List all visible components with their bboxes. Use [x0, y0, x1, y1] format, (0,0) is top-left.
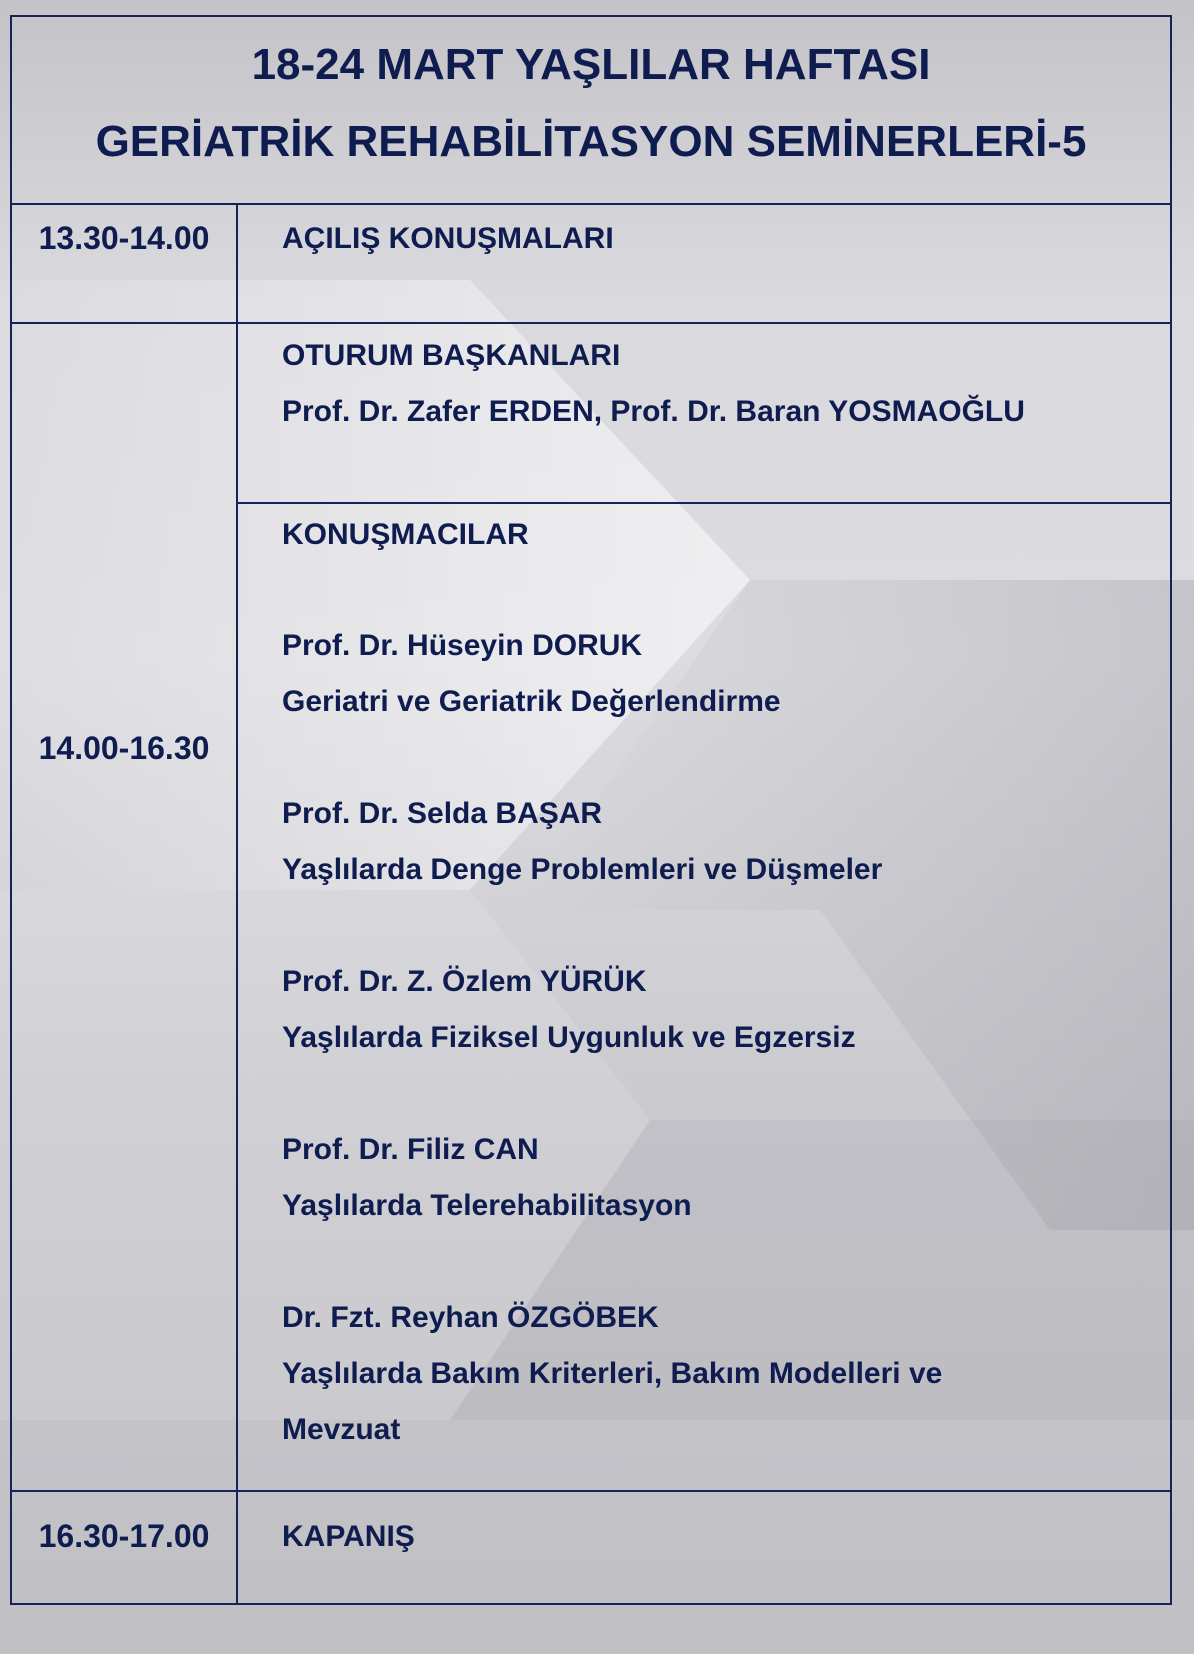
speaker-name: Prof. Dr. Hüseyin DORUK — [282, 629, 643, 662]
opening-label: AÇILIŞ KONUŞMALARI — [282, 222, 614, 255]
speakers-heading: KONUŞMACILAR — [282, 518, 529, 551]
row-divider-opening — [12, 322, 1170, 324]
speaker-topic: Yaşlılarda Telerehabilitasyon — [282, 1189, 692, 1222]
speaker-topic: Yaşlılarda Fiziksel Uygunluk ve Egzersiz — [282, 1021, 856, 1054]
chairs-heading: OTURUM BAŞKANLARI — [282, 339, 621, 372]
header-title-line2: GERİATRİK REHABİLİTASYON SEMİNERLERİ-5 — [95, 117, 1087, 166]
opening-time: 13.30-14.00 — [38, 220, 210, 256]
speaker-name: Prof. Dr. Filiz CAN — [282, 1133, 539, 1166]
speaker-name: Dr. Fzt. Reyhan ÖZGÖBEK — [282, 1301, 659, 1334]
program-header — [12, 17, 1170, 205]
speaker-topic: Geriatri ve Geriatrik Değerlendirme — [282, 685, 781, 718]
session-time: 14.00-16.30 — [38, 730, 210, 766]
closing-label: KAPANIŞ — [282, 1520, 415, 1553]
speaker-topic: Yaşlılarda Bakım Kriterleri, Bakım Modelleri ve — [282, 1357, 943, 1390]
chairs-names: Prof. Dr. Zafer ERDEN, Prof. Dr. Baran YOSMAOĞLU — [282, 395, 1025, 428]
speaker-topic-continued: Mevzuat — [282, 1413, 401, 1446]
speaker-name: Prof. Dr. Z. Özlem YÜRÜK — [282, 965, 647, 998]
header-title-line1: 18-24 MART YAŞLILAR HAFTASI — [251, 40, 931, 89]
column-divider — [236, 205, 238, 1605]
speaker-name: Prof. Dr. Selda BAŞAR — [282, 797, 603, 830]
row-divider-chairs — [236, 502, 1172, 504]
closing-time: 16.30-17.00 — [38, 1518, 210, 1554]
speaker-topic: Yaşlılarda Denge Problemleri ve Düşmeler — [282, 853, 883, 886]
seminar-program — [10, 15, 1172, 1605]
row-divider-session — [12, 1490, 1170, 1492]
